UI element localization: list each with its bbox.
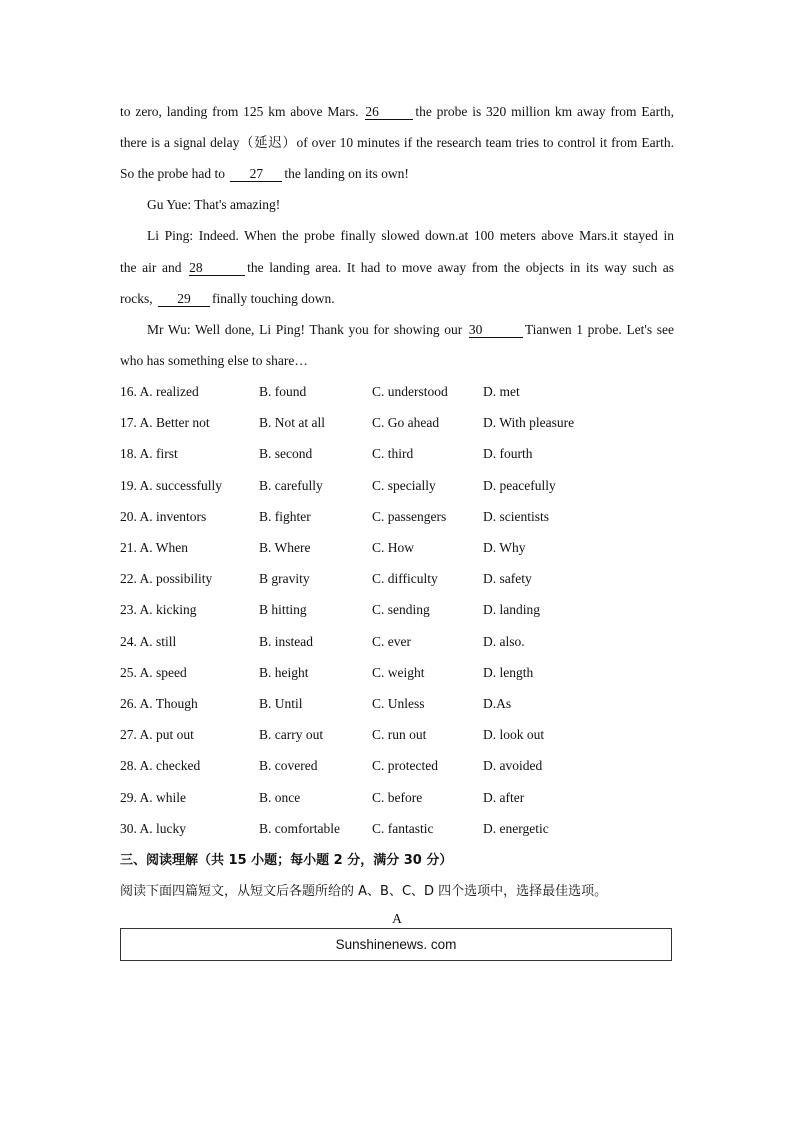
option-a: 24. A. still [120,634,177,649]
option-b: B. Where [259,540,311,555]
option-b: B. height [259,665,309,680]
option-b: B. Until [259,696,303,711]
option-a: 18. A. first [120,446,178,461]
option-c: C. passengers [372,509,447,524]
option-b: B. fighter [259,509,311,524]
passage-line-6: the air and 28 the landing area. It had to move away from the objects in its way such as [120,260,674,275]
option-d: D. With pleasure [483,415,575,430]
option-a: 23. A. kicking [120,602,197,617]
option-c: C. weight [372,665,425,680]
option-b: B. second [259,446,313,461]
news-header-box: Sunshinenews. com [120,928,672,961]
option-c: C. difficulty [372,571,438,586]
option-d: D. also. [483,634,525,649]
section-heading: 三、阅读理解（共 15 小题；每小题 2 分，满分 30 分） [120,853,453,868]
blank-29: 29 [158,291,210,307]
option-a: 17. A. Better not [120,415,210,430]
blank-28: 28 [189,260,245,276]
option-a: 30. A. lucky [120,821,186,836]
blank-26: 26 [365,104,413,120]
option-a: 26. A. Though [120,696,198,711]
passage-line-4: Gu Yue: That's amazing! [147,197,281,212]
option-b: B. once [259,790,301,805]
option-d: D.As [483,696,512,711]
option-b: B. carry out [259,727,324,742]
option-b: B. Not at all [259,415,325,430]
passage-letter: A [392,911,402,926]
option-c: C. before [372,790,423,805]
option-d: D. avoided [483,758,543,773]
option-d: D. scientists [483,509,549,524]
option-d: D. safety [483,571,532,586]
option-c: C. protected [372,758,438,773]
passage-line-3: So the probe had to 27 the landing on its own! [120,166,409,181]
option-b: B hitting [259,602,307,617]
option-c: C. Unless [372,696,425,711]
passage-line-1: to zero, landing from 125 km above Mars. 26 the probe is 320 million km away from Earth, [120,104,674,119]
option-d: D. landing [483,602,540,617]
blank-27: 27 [230,166,282,182]
passage-line-5: Li Ping: Indeed. When the probe finally slowed down.at 100 meters above Mars.it stayed in [147,228,674,243]
option-c: C. How [372,540,415,555]
option-d: D. after [483,790,525,805]
option-b: B gravity [259,571,310,586]
option-c: C. ever [372,634,411,649]
option-c: C. run out [372,727,427,742]
option-d: D. met [483,384,520,399]
option-a: 29. A. while [120,790,186,805]
blank-30: 30 [469,322,523,338]
option-c: C. sending [372,602,430,617]
option-d: D. fourth [483,446,533,461]
option-d: D. look out [483,727,545,742]
option-a: 25. A. speed [120,665,187,680]
option-b: B. carefully [259,478,323,493]
option-c: C. specially [372,478,436,493]
option-d: D. Why [483,540,526,555]
passage-line-8: Mr Wu: Well done, Li Ping! Thank you for showing our 30 Tianwen 1 probe. Let's see [147,322,675,337]
option-a: 20. A. inventors [120,509,207,524]
option-a: 16. A. realized [120,384,199,399]
option-c: C. fantastic [372,821,434,836]
option-b: B. instead [259,634,313,649]
passage-line-7: rocks, 29 finally touching down. [120,291,335,306]
section-instruction: 阅读下面四篇短文，从短文后各题所给的 A、B、C、D 四个选项中，选择最佳选项。 [120,884,608,899]
passage-line-9: who has something else to share… [120,353,308,368]
option-a: 27. A. put out [120,727,194,742]
option-b: B. comfortable [259,821,340,836]
passage-line-2: there is a signal delay（延迟）of over 10 minutes if the research team tries to control it from Earth. [120,135,674,150]
option-a: 21. A. When [120,540,188,555]
option-a: 19. A. successfully [120,478,222,493]
option-d: D. peacefully [483,478,556,493]
option-d: D. energetic [483,821,549,836]
option-c: C. Go ahead [372,415,440,430]
option-a: 22. A. possibility [120,571,213,586]
option-c: C. third [372,446,414,461]
option-d: D. length [483,665,534,680]
option-c: C. understood [372,384,448,399]
option-b: B. found [259,384,307,399]
option-a: 28. A. checked [120,758,201,773]
option-b: B. covered [259,758,318,773]
